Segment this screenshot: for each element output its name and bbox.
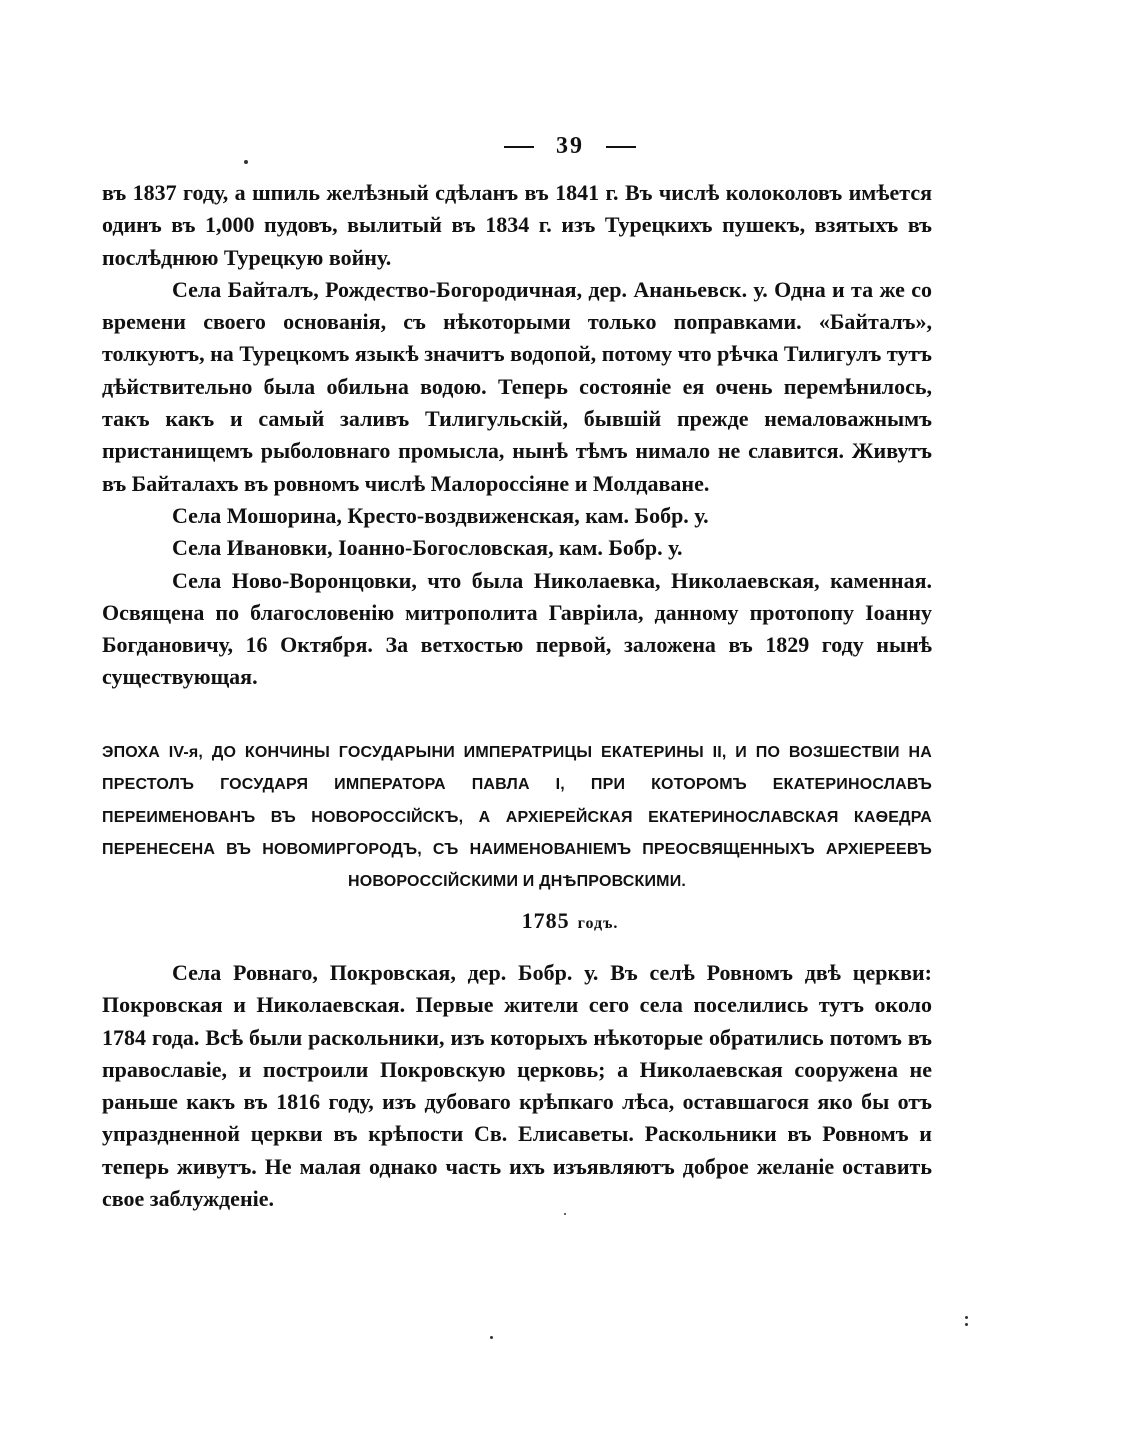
scan-speck bbox=[564, 1213, 566, 1215]
epoch-heading: ЭПОХА IV-я, ДО КОНЧИНЫ ГОСУДАРЫНИ ИМПЕРАТРИЦЫ ЕКАТЕРИНЫ II, И ПО ВОЗШЕСТВІИ НА ПРЕСТОЛЪ ГОСУДАРЯ ИМПЕРАТОРА ПАВЛА I, ПРИ КОТОРОМЪ ЕКАТЕРИНОСЛАВЪ ПЕРЕИМЕНОВАНЪ ВЪ НОВОРОССІЙСКЪ, А АРХІЕРЕЙСКАЯ ЕКАТЕРИНОСЛАВСКАЯ КАѲЕДРА ПЕРЕНЕСЕНА ВЪ НОВОМИРГОРОДЪ, СЪ НАИМЕНОВАНІЕМЪ ПРЕОСВЯЩЕННЫХЪ АРХІЕРЕЕВЪ НОВОРОССІЙСКИМИ И ДНѢПРОВСКИМИ. bbox=[102, 744, 932, 891]
scan-speck bbox=[965, 1323, 968, 1326]
paragraph-continued: въ 1837 году, а шпиль желѣзный сдѣланъ въ 1841 г. Въ числѣ колоколовъ имѣется одинъ въ 1,000 пудовъ, вылитый въ 1834 г. изъ Турецкихъ пушекъ, взятыхъ въ послѣднюю Турецкую войну. bbox=[102, 180, 932, 270]
paragraph-baitaly: Села Байталъ, Рождество-Богородичная, дер. Ананьевск. у. Одна и та же со времени своего основанія, съ нѣкоторыми только поправками. «Байталъ», толкуютъ, на Турецкомъ языкѣ значитъ водопой, потому что рѣчка Тилигулъ тутъ дѣйствительно была обильна водою. Теперь состояніе ея очень перемѣнилось, такъ какъ и самый заливъ Тилигульскій, бывшій прежде немаловажнымъ пристанищемъ рыболовнаго промысла, нынѣ тѣмъ нимало не славится. Живутъ въ Байталахъ въ ровномъ числѣ Малороссіяне и Молдаване. bbox=[102, 276, 932, 496]
text-block-top bbox=[102, 177, 932, 694]
scan-speck bbox=[490, 1336, 493, 1339]
paragraph-moshorina: Села Мошорина, Кресто-воздвиженская, кам. Бобр. у. bbox=[172, 502, 709, 528]
page-header bbox=[0, 133, 1140, 160]
year-number: 1785 bbox=[521, 908, 570, 933]
header-dash-right bbox=[606, 146, 636, 148]
year-word: годъ. bbox=[577, 915, 619, 932]
paragraph-ivanovki: Села Ивановки, Іоанно-Богословская, кам. Бобр. у. bbox=[172, 535, 683, 561]
paragraph-rovnago: Села Ровнаго, Покровская, дер. Бобр. у. Въ селѣ Ровномъ двѣ церкви: Покровская и Николаевская. Первые жители сего села поселились тутъ около 1784 года. Всѣ были раскольники, изъ которыхъ нѣкоторые обратились потомъ въ православіе, и построили Покровскую церковь; а Николаевская сооружена не раньше какъ въ 1816 году, изъ дубоваго крѣпкаго лѣса, оставшагося яко бы отъ упраздненной церкви въ крѣпости Св. Елисаветы. Раскольники въ Ровномъ и теперь живутъ. Не малая однако часть ихъ изъявляютъ доброе желаніе оставить свое заблужденіе. bbox=[102, 960, 932, 1212]
year-heading bbox=[0, 908, 1140, 934]
paragraph-novo-vorontsovki: Села Ново-Воронцовки, что была Николаевка, Николаевская, каменная. Освящена по благословенію митрополита Гавріила, данному протопопу Іоанну Богдановичу, 16 Октября. За ветхостью первой, заложена въ 1829 году нынѣ существующая. bbox=[102, 567, 932, 690]
header-dash-left bbox=[504, 146, 534, 148]
text-block-bottom bbox=[102, 957, 932, 1215]
scan-speck bbox=[244, 160, 248, 164]
scan-speck bbox=[965, 1316, 968, 1319]
page-number: 39 bbox=[556, 133, 584, 159]
